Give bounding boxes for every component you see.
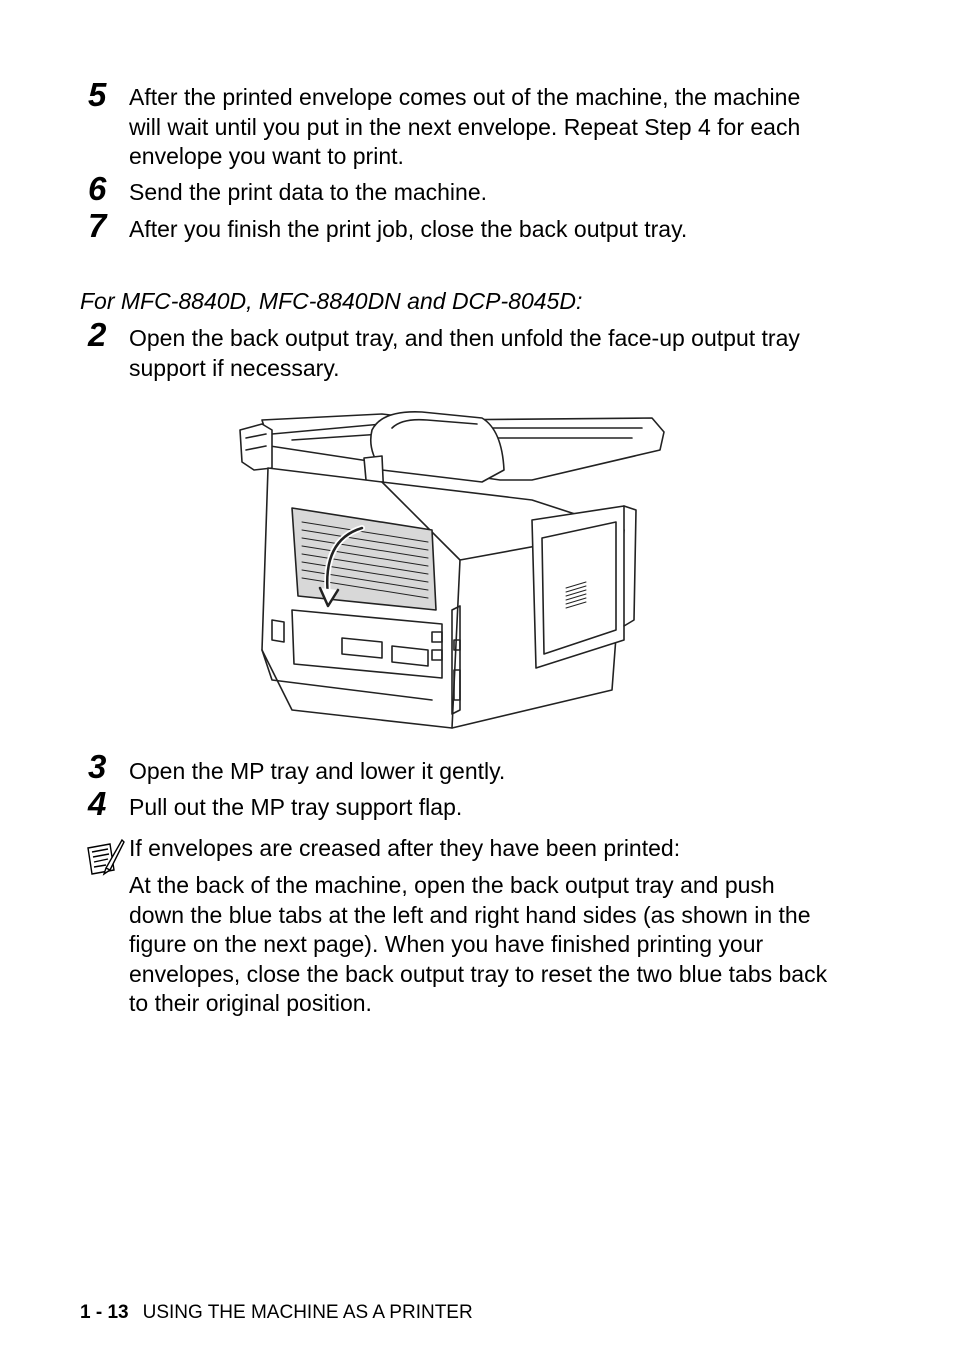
step-3-text: Open the MP tray and lower it gently. bbox=[129, 758, 506, 784]
step-4-text: Pull out the MP tray support flap. bbox=[129, 794, 463, 820]
page-footer bbox=[80, 1301, 473, 1325]
step-6-text: Send the print data to the machine. bbox=[129, 179, 488, 205]
step-number-6: 6 bbox=[88, 170, 107, 207]
page-number: 1 - 13 bbox=[80, 1302, 129, 1323]
step-number-5: 5 bbox=[88, 76, 107, 113]
printer-back-output-tray-illustration bbox=[232, 410, 668, 738]
note-body: At the back of the machine, open the back output tray and push down the blue tabs at the left and right hand sides (as shown in the figure on the next page). When you have finished printing your envelopes, close the back output tray to reset the two blue tabs back to their original position. bbox=[129, 872, 828, 1016]
section-heading: For MFC-8840D, MFC-8840DN and DCP-8045D: bbox=[80, 288, 583, 314]
step-number-4: 4 bbox=[88, 785, 107, 822]
step-number-2: 2 bbox=[88, 316, 107, 353]
step-2-text: Open the back output tray, and then unfold the face-up output tray support if necessary. bbox=[129, 325, 800, 381]
step-7-text: After you finish the print job, close the back output tray. bbox=[129, 216, 688, 242]
note-title: If envelopes are creased after they have been printed: bbox=[129, 835, 681, 861]
chapter-title: USING THE MACHINE AS A PRINTER bbox=[142, 1302, 473, 1323]
note-pencil-icon bbox=[84, 838, 126, 880]
step-5-text: After the printed envelope comes out of the machine, the machine will wait until you put in the next envelope. Repeat Step 4 for each envelope you want to print. bbox=[129, 84, 801, 169]
step-number-7: 7 bbox=[88, 207, 107, 244]
step-number-3: 3 bbox=[88, 748, 107, 785]
